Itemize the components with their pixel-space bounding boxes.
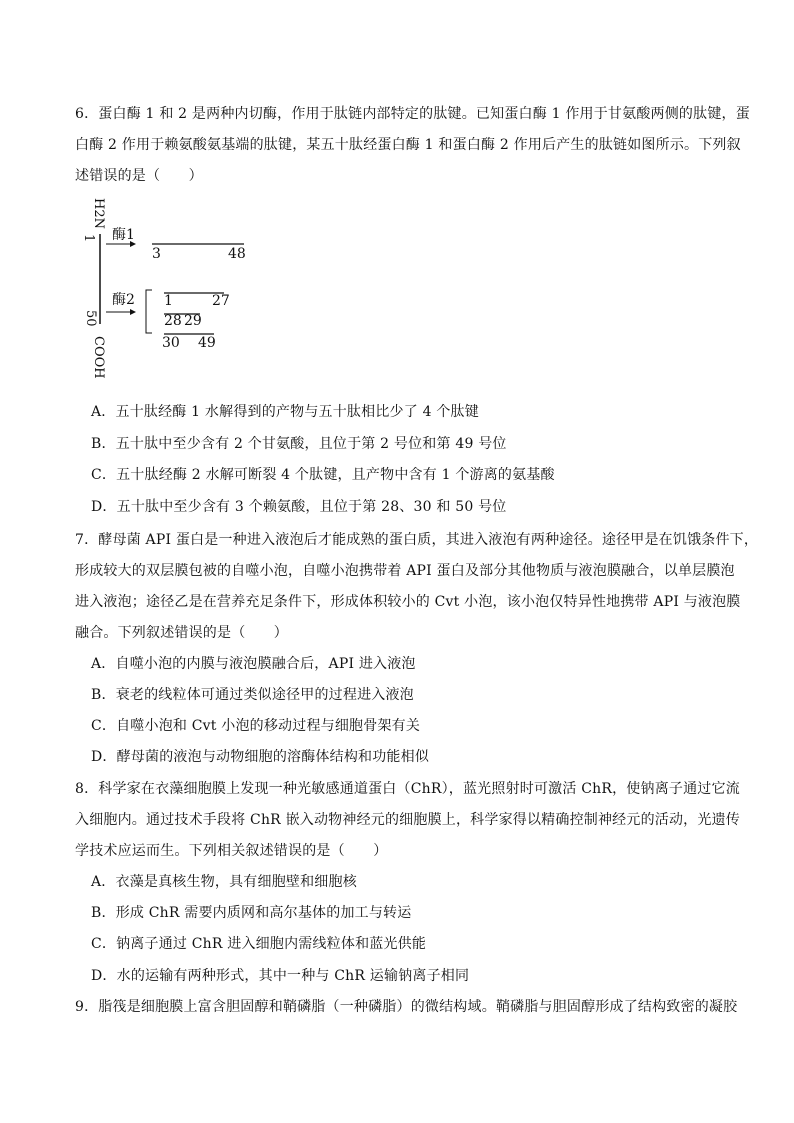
q7-stem-line-4: 融合。下列叙述错误的是（ ）	[75, 625, 288, 641]
q7-option-c: C．自噬小泡和 Cvt 小泡的移动过程与细胞骨架有关	[91, 718, 421, 734]
q6-stem-line-3: 述错误的是（ ）	[75, 168, 203, 184]
q7-option-d: D．酵母菌的液泡与动物细胞的溶酶体结构和功能相似	[91, 749, 430, 765]
q7-stem-line-1: 7．酵母菌 API 蛋白是一种进入液泡后才能成熟的蛋白质，其进入液泡有两种途径。途径甲是在饥饿条件下，	[75, 532, 759, 548]
q6-option-a: A．五十肽经酶 1 水解得到的产物与五十肽相比少了 4 个肽键	[91, 404, 479, 420]
n-terminal-label: H2N	[91, 198, 106, 229]
q6-option-c: C．五十肽经酶 2 水解可断裂 4 个肽键，且产物中含有 1 个游离的氨基酸	[91, 467, 555, 483]
e1-chain-end: 48	[228, 246, 246, 262]
e1-chain-start: 3	[152, 246, 161, 262]
q8-option-b: B．形成 ChR 需要内质网和高尔基体的加工与转运	[91, 905, 412, 921]
e2-chain3-start: 30	[162, 335, 180, 351]
peptide-diagram	[80, 196, 260, 386]
e2-chain2-start: 28	[164, 313, 182, 329]
peptide-diagram-lines	[80, 196, 260, 386]
q9-stem-line-1: 9．脂筏是细胞膜上富含胆固醇和鞘磷脂（一种磷脂）的微结构域。鞘磷脂与胆固醇形成了结构致密的凝胶	[75, 999, 738, 1015]
q7-stem-line-2: 形成较大的双层膜包被的自噬小泡，自噬小泡携带着 API 蛋白及部分其他物质与液泡膜融合，以单层膜泡	[75, 563, 735, 579]
q8-option-d: D．水的运输有两种形式，其中一种与 ChR 运输钠离子相同	[91, 968, 470, 984]
q6-option-d: D．五十肽中至少含有 3 个赖氨酸，且位于第 28、30 和 50 号位	[91, 499, 507, 515]
enzyme1-label: 酶1	[112, 227, 135, 243]
q8-stem-line-3: 学技术应运而生。下列相关叙述错误的是（ ）	[75, 843, 388, 859]
q8-option-a: A．衣藻是真核生物，具有细胞壁和细胞核	[91, 874, 357, 890]
q7-stem-line-3: 进入液泡；途径乙是在营养充足条件下，形成体积较小的 Cvt 小泡，该小泡仅特异性地携带 API 与液泡膜	[75, 594, 741, 610]
q8-option-c: C．钠离子通过 ChR 进入细胞内需线粒体和蓝光供能	[91, 936, 427, 952]
q6-stem-line-1: 6．蛋白酶 1 和 2 是两种内切酶，作用于肽链内部特定的肽键。已知蛋白酶 1 作用于甘氨酸两侧的肽键，蛋	[75, 106, 750, 122]
c-terminal-label: COOH	[91, 336, 106, 379]
q8-stem-line-1: 8．科学家在衣藻细胞膜上发现一种光敏感通道蛋白（ChR），蓝光照射时可激活 ChR，使钠离子通过它流	[75, 781, 740, 797]
q6-stem-line-2: 白酶 2 作用于赖氨酸氨基端的肽键，某五十肽经蛋白酶 1 和蛋白酶 2 作用后产生的肽链如图所示。下列叙	[75, 137, 741, 153]
q7-option-b: B．衰老的线粒体可通过类似途径甲的过程进入液泡	[91, 687, 414, 703]
e2-chain3-end: 49	[198, 335, 216, 351]
e2-chain1-end: 27	[212, 293, 230, 309]
q6-option-b: B．五十肽中至少含有 2 个甘氨酸，且位于第 2 号位和第 49 号位	[91, 436, 507, 452]
enzyme2-label: 酶2	[112, 292, 135, 308]
e2-chain2-end: 29	[184, 313, 202, 329]
e2-chain1-start: 1	[164, 293, 173, 309]
q7-option-a: A．自噬小泡的内膜与液泡膜融合后，API 进入液泡	[91, 656, 416, 672]
start-residue-label: 1	[81, 234, 96, 243]
q8-stem-line-2: 入细胞内。通过技术手段将 ChR 嵌入动物神经元的细胞膜上，科学家得以精确控制神经元的活动，光遗传	[75, 812, 740, 828]
end-residue-label: 50	[83, 310, 98, 327]
